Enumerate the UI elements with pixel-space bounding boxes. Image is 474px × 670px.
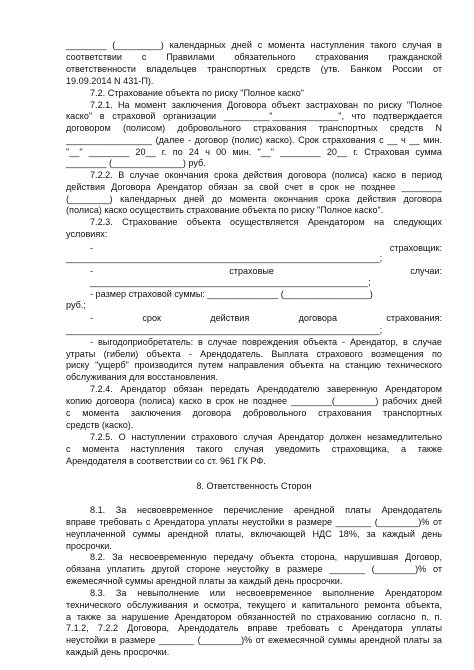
- text-line: вправе требовать с Арендатора уплаты неустойки в размере _______ (________)% от: [66, 517, 442, 527]
- text-line: - размер страховой суммы: ______________ (_________________): [90, 289, 373, 299]
- text-line: 7.2.2. В случае окончания срока действия договора (полиса) каско в период: [90, 170, 442, 180]
- text-line: 19.09.2014 N 431-П).: [66, 76, 154, 86]
- text-line: договором (полисом) добровольного страхования транспортных средств N: [66, 123, 442, 133]
- text-line: 8.3. За невыполнение или несвоевременное выполнение Арендатором: [90, 588, 442, 598]
- text-line: _________________ (далее - договор (полис) каско). Срок страхования с __ ч __ мин.: [66, 135, 442, 145]
- text-line: 7.2.1. На момент заключения Договора объект застрахован по риску "Полное: [90, 100, 442, 110]
- text-line: ________ (______________) руб.: [66, 158, 206, 168]
- text-line: ежемесячной суммы арендной платы за каждый день просрочки.: [66, 576, 343, 586]
- text-line: (полиса) каско осуществить страхование объекта по риску "Полное каско".: [66, 205, 384, 215]
- text-line: технического обслуживания и осмотра, текущего и капитального ремонта объекта,: [66, 600, 442, 610]
- text-line: условиях:: [66, 229, 108, 239]
- text-line: 7.1.2, 7.2.2 Договора, Арендодатель вправе требовать с Арендатора уплаты: [66, 623, 442, 633]
- text-line: риску "ущерб" производится путем направления объекта на станцию технического: [66, 360, 442, 370]
- text-line: действия Договора Арендатор обязан за свой счет в срок не позднее ________: [66, 182, 442, 192]
- text-line: а также за нарушение Арендатором обязанностей по страхованию согласно п. п.: [66, 612, 442, 622]
- text-line: Арендодателя в соответствии со ст. 961 ГК РФ.: [66, 456, 266, 466]
- text-line: утраты (гибели) объекта - Арендодатель. Выплата страхового возмещения по: [66, 349, 442, 359]
- section-heading: 7.2. Страхование объекта по риску "Полное каско": [90, 88, 305, 98]
- text-line: 7.2.5. О наступлении страхового случая Арендатор должен незамедлительно: [90, 432, 442, 442]
- text-line: неустойки в размере _______ (________)% от ежемесячной суммы арендной платы за: [66, 635, 442, 645]
- text-line: обслуживания для восстановления.: [66, 372, 218, 382]
- text-line: 8.1. За несвоевременное перечисление арендной платы Арендодатель: [90, 505, 442, 515]
- text-line: "__" ________ 20__ г. по 24 ч 00 мин. "__" ________ 20__ г. Страховая сумма: [66, 147, 442, 157]
- text-line: каско" в страховой организации _________"_____________", что подтверждается: [66, 111, 442, 121]
- text-line: 7.2.4. Арендатор обязан передать Арендодателю заверенную Арендатором: [90, 384, 442, 394]
- text-line: с момента заключения договора добровольного страхования транспортных: [66, 408, 442, 418]
- text-line: ______________________________________________________________;: [66, 325, 383, 335]
- text-line: каждый день просрочки.: [66, 647, 170, 657]
- text-line: - страховые случаи:: [90, 266, 442, 276]
- text-line: ______________________________________________________________;: [66, 253, 383, 263]
- text-line: просрочки.: [66, 541, 112, 551]
- text-line: обязана уплатить другой стороне неустойку в размере _______ (________)% от: [66, 564, 442, 574]
- text-line: ответственности владельцев транспортных средств (утв. Банком России от: [66, 64, 442, 74]
- text-line: копию договора (полиса) каско в срок не позднее ________(________) рабочих дней: [66, 396, 442, 406]
- text-line: средств (каско).: [66, 420, 134, 430]
- text-line: 8.2. За несвоевременную передачу объекта сторона, нарушившая Договор,: [90, 552, 442, 562]
- section-heading: 8. Ответственность Сторон: [196, 481, 312, 491]
- text-line: - срок действия договора страхования:: [90, 313, 442, 323]
- text-line: 7.2.3. Страхование объекта осуществляется Арендатором на следующих: [90, 217, 442, 227]
- text-line: - страховщик:: [90, 243, 442, 253]
- text-line: неуплаченной суммы арендной платы, включающей НДС 18%, за каждый день: [66, 529, 442, 539]
- text-line: соответствии с Правилами обязательного страхования гражданской: [66, 52, 442, 62]
- text-line: (________) календарных дней до момента окончания срока действия договора: [66, 194, 442, 204]
- text-line: ________ (_________) календарных дней с момента наступления такого случая в: [66, 40, 442, 50]
- text-line: - выгодоприобретатель: в случае повреждения объекта - Арендатор, в случае: [90, 337, 442, 347]
- text-line: с момента наступления такого случая уведомить страховщика, а также: [66, 444, 442, 454]
- text-line: руб.;: [66, 300, 86, 310]
- text-line: _______________________________________________________;: [90, 277, 371, 287]
